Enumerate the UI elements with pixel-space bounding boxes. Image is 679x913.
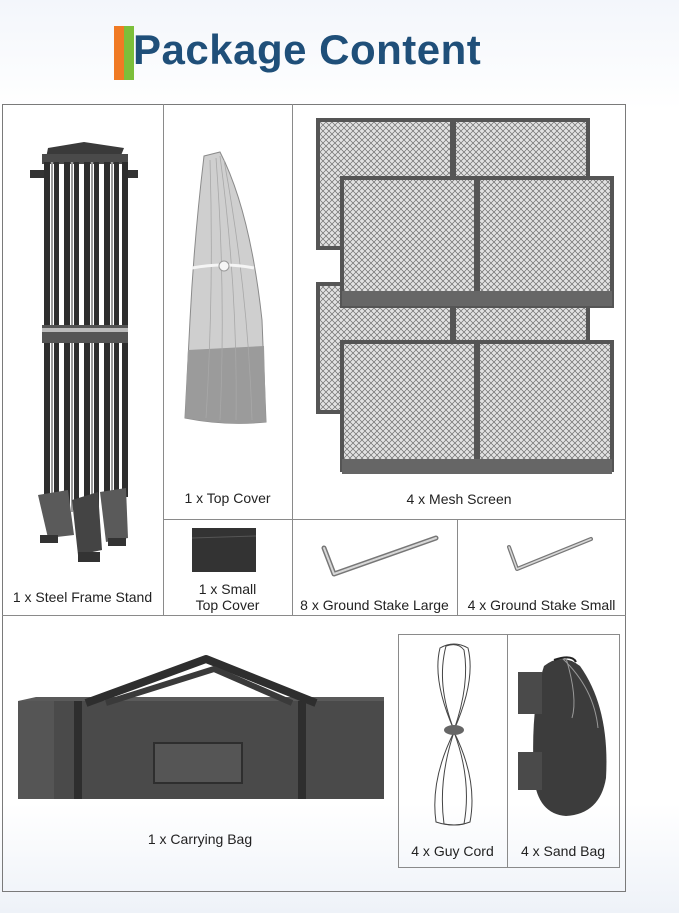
- caption-carrying-bag: 1 x Carrying Bag: [147, 831, 253, 847]
- guy-cord-illustration: [424, 640, 484, 830]
- divider: [398, 867, 620, 868]
- divider: [292, 104, 293, 520]
- caption-stake-large: 8 x Ground Stake Large: [300, 597, 449, 613]
- divider: [2, 615, 626, 616]
- mesh-screen-illustration: [314, 116, 614, 478]
- page-title: Package Content: [133, 26, 482, 73]
- carrying-bag-illustration: [16, 655, 390, 803]
- caption-small-cover-line2: Top Cover: [195, 597, 260, 613]
- caption-stake-small: 4 x Ground Stake Small: [467, 597, 616, 613]
- divider: [398, 634, 620, 635]
- steel-frame-illustration: [28, 140, 140, 565]
- caption-small-cover-line1: 1 x Small: [198, 581, 257, 597]
- ground-stake-large-illustration: [320, 530, 442, 580]
- caption-top-cover: 1 x Top Cover: [184, 490, 271, 506]
- caption-mesh-screen: 4 x Mesh Screen: [406, 491, 512, 507]
- caption-guy-cord: 4 x Guy Cord: [411, 843, 494, 859]
- divider: [619, 634, 620, 868]
- divider: [398, 634, 399, 868]
- top-cover-illustration: [180, 150, 270, 430]
- ground-stake-small-illustration: [505, 533, 595, 573]
- divider: [163, 519, 626, 520]
- sand-bag-illustration: [514, 648, 614, 820]
- divider: [507, 634, 508, 868]
- divider: [163, 104, 164, 616]
- header: [0, 0, 679, 100]
- caption-steel-frame: 1 x Steel Frame Stand: [12, 589, 153, 605]
- caption-sand-bag: 4 x Sand Bag: [520, 843, 606, 859]
- small-top-cover-illustration: [190, 526, 258, 574]
